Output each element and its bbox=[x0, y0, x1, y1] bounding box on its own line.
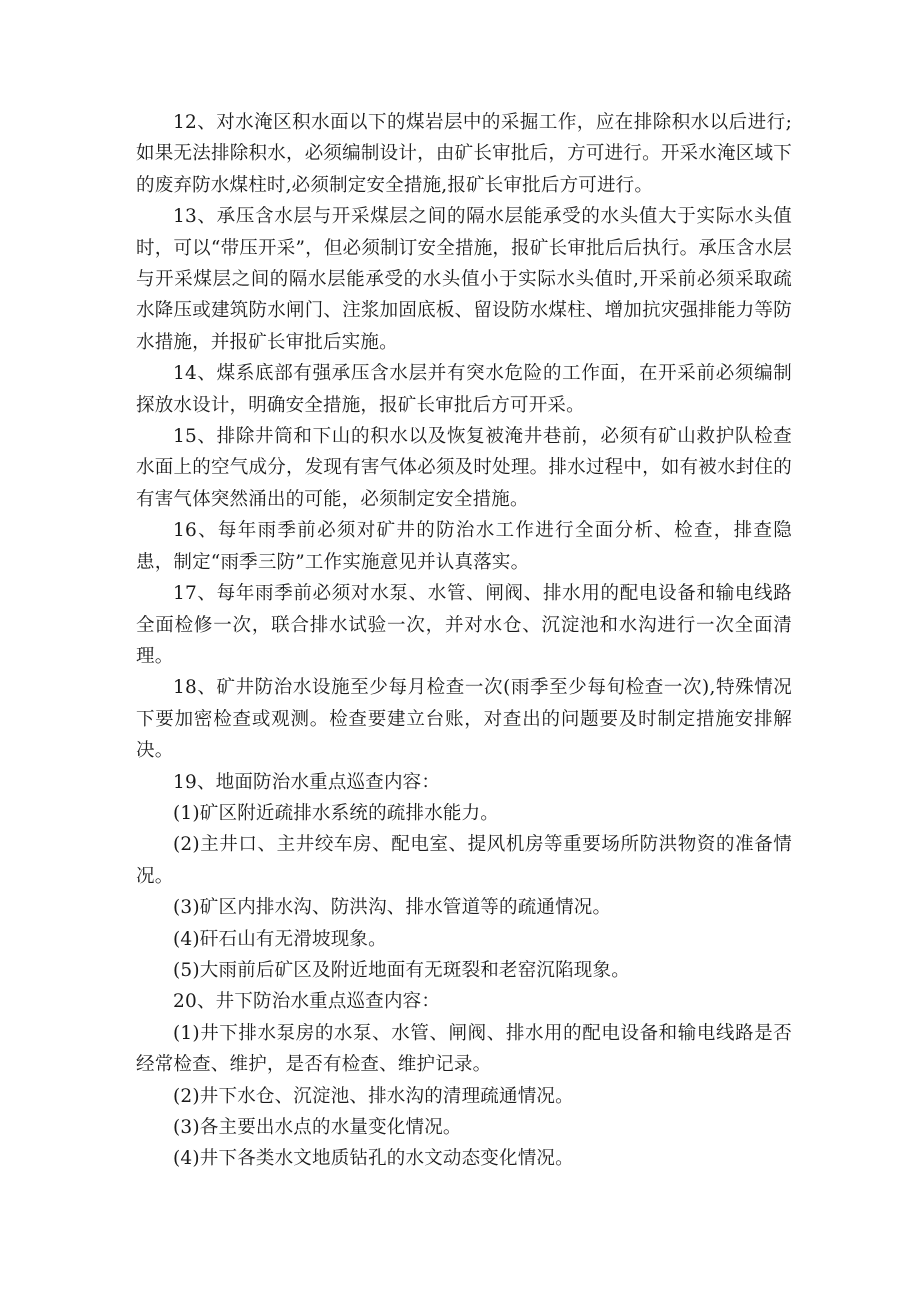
paragraph-item-20-heading: 20、井下防治水重点巡查内容： bbox=[173, 991, 441, 1013]
paragraph-item-12: 12、对水淹区积水面以下的煤岩层中的采掘工作，应在排除积水以后进行;如果无法排除积水，必须编制设计，由矿长审批后，方可进行。开采水淹区域下的废弃防水煤柱时,必须制定安全措施,报矿长审批后方可进行。 bbox=[136, 112, 792, 196]
paragraph-item-17: 17、每年雨季前必须对水泵、水管、闸阀、排水用的配电设备和输电线路全面检修一次，联合排水试验一次，并对水仓、沉淀池和水沟进行一次全面清理。 bbox=[136, 583, 792, 667]
document-page bbox=[136, 107, 792, 1175]
paragraph-item-19-heading: 19、地面防治水重点巡查内容： bbox=[173, 771, 441, 793]
paragraph-item-13: 13、承压含水层与开采煤层之间的隔水层能承受的水头值大于实际水头值时，可以“带压开采”，但必须制订安全措施，报矿长审批后后执行。承压含水层与开采煤层之间的隔水层能承受的水头值小于实际水头值时,开采前必须采取疏水降压或建筑防水闸门、注浆加固底板、留设防水煤柱、增加抗灾强排能力等防水措施，并报矿长审批后实施。 bbox=[136, 206, 792, 353]
list-item-19-5: (5)大雨前后矿区及附近地面有无斑裂和老窑沉陷现象。 bbox=[173, 959, 630, 981]
paragraph-item-14: 14、煤系底部有强承压含水层并有突水危险的工作面，在开采前必须编制探放水设计，明确安全措施，报矿长审批后方可开采。 bbox=[136, 363, 792, 416]
list-item-19-1: (1)矿区附近疏排水系统的疏排水能力。 bbox=[173, 802, 500, 824]
list-item-20-1: (1)井下排水泵房的水泵、水管、闸阀、排水用的配电设备和输电线路是否经常检查、维护，是否有检查、维护记录。 bbox=[136, 1022, 792, 1076]
list-item-20-4: (4)井下各类水文地质钻孔的水文动态变化情况。 bbox=[173, 1148, 574, 1170]
list-item-20-2: (2)井下水仓、沉淀池、排水沟的清理疏通情况。 bbox=[173, 1085, 574, 1107]
paragraph-item-15: 15、排除井筒和下山的积水以及恢复被淹井巷前，必须有矿山救护队检查水面上的空气成分，发现有害气体必须及时处理。排水过程中，如有被水封住的有害气体突然涌出的可能，必须制定安全措施。 bbox=[136, 426, 792, 510]
list-item-20-3: (3)各主要出水点的水量变化情况。 bbox=[173, 1117, 462, 1138]
list-item-19-2: (2)主井口、主井绞车房、配电室、提风机房等重要场所防洪物资的准备情况。 bbox=[136, 834, 792, 887]
paragraph-item-16: 16、每年雨季前必须对矿井的防治水工作进行全面分析、检查，排查隐患，制定“雨季三防”工作实施意见并认真落实。 bbox=[136, 520, 792, 573]
list-item-19-3: (3)矿区内排水沟、防洪沟、排水管道等的疏通情况。 bbox=[173, 897, 612, 919]
list-item-19-4: (4)矸石山有无滑坡现象。 bbox=[173, 928, 387, 950]
paragraph-item-18: 18、矿井防治水设施至少每月检查一次(雨季至少每旬检查一次),特殊情况下要加密检查或观测。检查要建立台账，对查出的问题要及时制定措施安排解决。 bbox=[136, 677, 792, 762]
